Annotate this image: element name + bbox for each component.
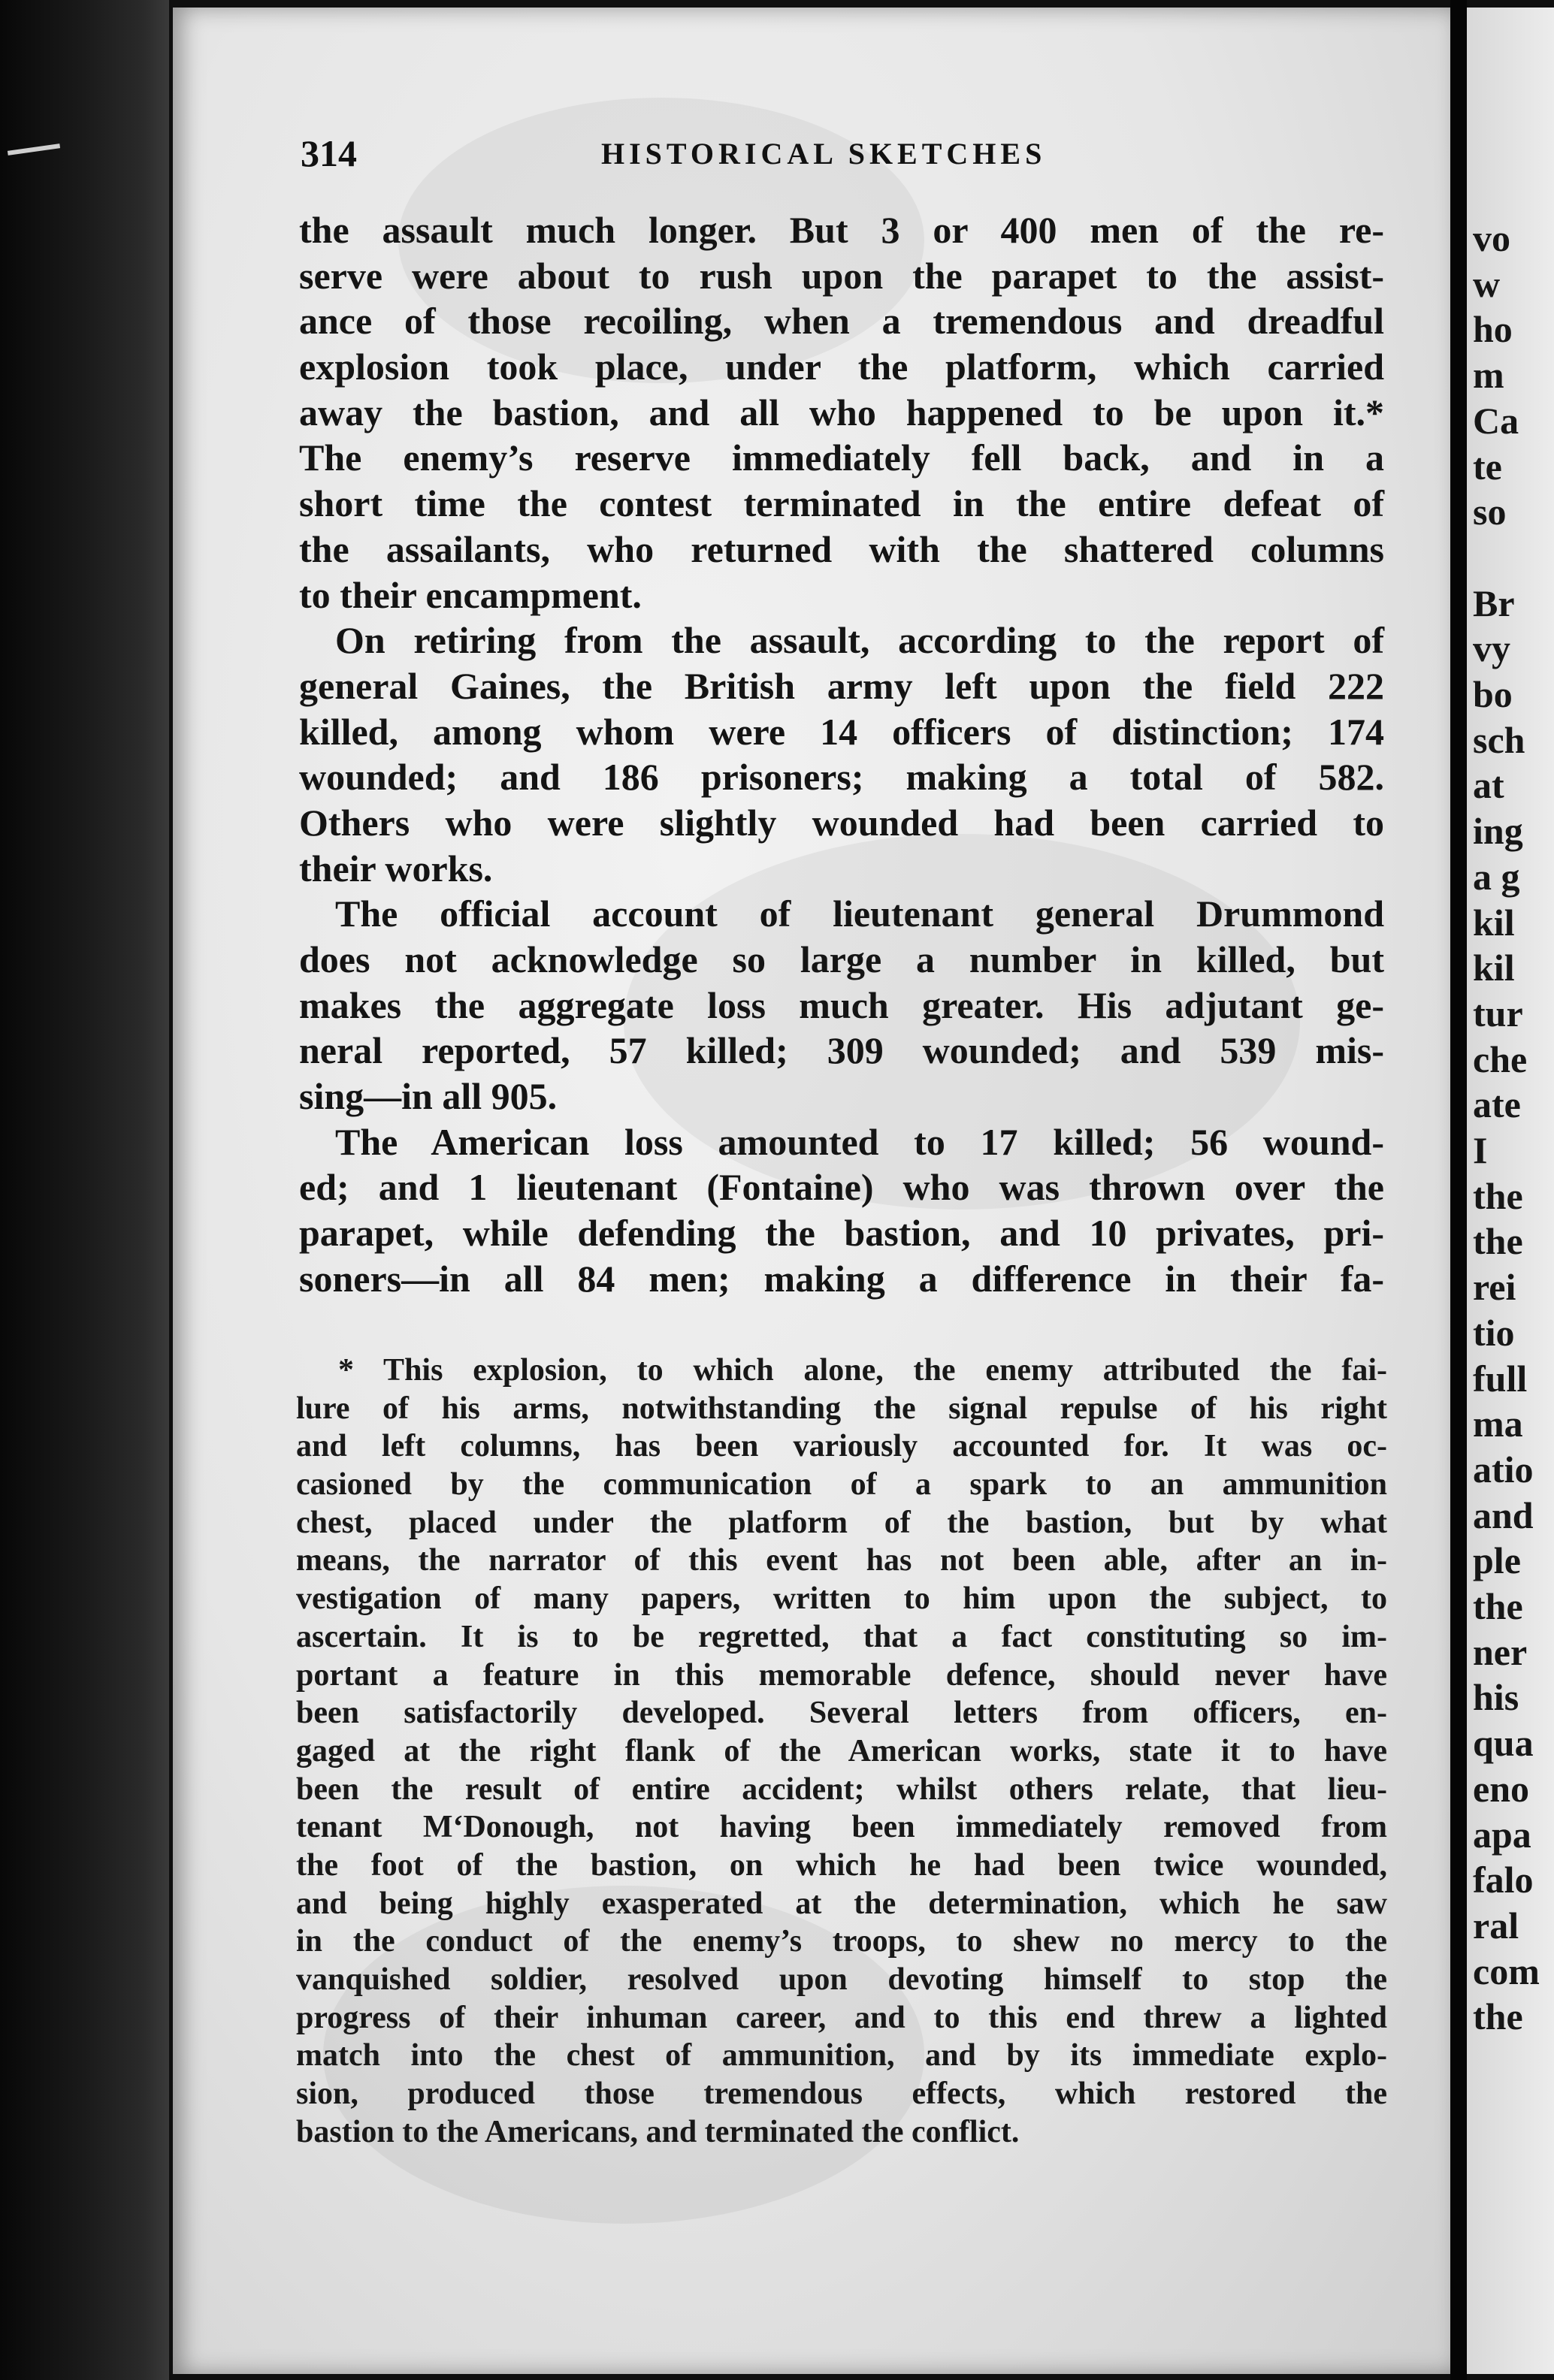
facing-page-fragment: tur — [1473, 992, 1523, 1034]
body-line: parapet, while defending the bastion, and 10 privates, pri- — [299, 1212, 1384, 1255]
body-line: does not acknowledge so large a number in killed, but — [299, 938, 1384, 980]
facing-page-fragment: I — [1473, 1129, 1488, 1171]
body-line: killed, among whom were 14 officers of distinction; 174 — [299, 710, 1384, 753]
body-line: ed; and 1 lieutenant (Fontaine) who was thrown over the — [299, 1166, 1384, 1209]
body-line: The American loss amounted to 17 killed; 56 wound- — [335, 1120, 1384, 1163]
body-line: the assailants, who returned with the shattered columns — [299, 527, 1384, 570]
footnote-line: and being highly exasperated at the determination, which he saw — [296, 1886, 1387, 1921]
body-line: soners—in all 84 men; making a difference in their fa- — [299, 1257, 1384, 1300]
facing-page-fragment: ho — [1473, 308, 1513, 351]
facing-page-fragment: te — [1473, 445, 1502, 488]
body-line: wounded; and 186 prisoners; making a total of 582. — [299, 756, 1384, 799]
footnote-line: match into the chest of ammunition, and by its immediate explo- — [296, 2038, 1387, 2073]
facing-page-fragment: bo — [1473, 673, 1513, 715]
body-line: The enemy’s reserve immediately fell back, and in a — [299, 436, 1384, 479]
facing-page-fragment: qua — [1473, 1722, 1534, 1765]
facing-page-fragment: the — [1473, 1174, 1523, 1217]
body-line: general Gaines, the British army left upon the field 222 — [299, 664, 1384, 707]
facing-page-edge — [1467, 8, 1554, 2374]
facing-page-fragment: ner — [1473, 1630, 1528, 1673]
facing-page-fragment: falo — [1473, 1859, 1534, 1901]
body-line: The official account of lieutenant general Drummond — [335, 892, 1384, 935]
facing-page-fragment: atio — [1473, 1448, 1534, 1491]
facing-page-fragment: vy — [1473, 627, 1510, 670]
facing-page-fragment: m — [1473, 354, 1504, 397]
body-line: the assault much longer. But 3 or 400 men of the re- — [299, 209, 1384, 251]
footnote-line: sion, produced those tremendous effects, which restored the — [296, 2076, 1387, 2112]
footnote-line: casioned by the communication of a spark to an ammunition — [296, 1467, 1387, 1503]
facing-page-fragment: full — [1473, 1357, 1528, 1400]
footnote-line: been the result of entire accident; whilst others relate, that lieu- — [296, 1771, 1387, 1807]
facing-page-fragment: vo — [1473, 217, 1510, 259]
body-line: ance of those recoiling, when a tremendous and dreadful — [299, 300, 1384, 343]
body-line: neral reported, 57 killed; 309 wounded; and 539 mis- — [299, 1029, 1384, 1072]
page-number: 314 — [301, 132, 357, 174]
margin-mark — [8, 143, 60, 156]
facing-page-fragment: the — [1473, 1220, 1523, 1263]
facing-page-fragment: a g — [1473, 855, 1520, 898]
facing-page-fragment: eno — [1473, 1767, 1529, 1810]
body-line: away the bastion, and all who happened to be upon it.* — [299, 391, 1384, 433]
footnote-line: progress of their inhuman career, and to this end threw a lighted — [296, 2000, 1387, 2035]
facing-page-fragment: Ca — [1473, 399, 1519, 442]
body-line: to their encampment. — [299, 573, 642, 616]
facing-page-fragment: so — [1473, 491, 1507, 533]
footnote-line: the foot of the bastion, on which he had been twice wounded, — [296, 1847, 1387, 1883]
page-header — [301, 131, 1383, 184]
body-line: serve were about to rush upon the parapet to the assist- — [299, 254, 1384, 297]
footnote-line: lure of his arms, notwithstanding the signal repulse of his right — [296, 1391, 1387, 1426]
facing-page-fragment: his — [1473, 1676, 1519, 1719]
facing-page-fragment: the — [1473, 1995, 1523, 2038]
body-line: sing—in all 905. — [299, 1075, 558, 1118]
footnote-line: bastion to the Americans, and terminated the conflict. — [296, 2114, 1020, 2149]
footnote-line: ascertain. It is to be regretted, that a fact constituting so im- — [296, 1619, 1387, 1654]
facing-page-fragment: and — [1473, 1494, 1534, 1536]
facing-page-fragment: ral — [1473, 1904, 1519, 1947]
footnote-line: been satisfactorily developed. Several letters from officers, en- — [296, 1696, 1387, 1731]
footnote — [296, 1352, 1387, 2151]
body-line: On retiring from the assault, according to the report of — [335, 619, 1384, 662]
body-line: Others who were slightly wounded had been carried to — [299, 801, 1384, 844]
footnote-line: in the conduct of the enemy’s troops, to shew no mercy to the — [296, 1924, 1387, 1959]
body-line: makes the aggregate loss much greater. His adjutant ge- — [299, 983, 1384, 1026]
footnote-line: * This explosion, to which alone, the enemy attributed the fai- — [338, 1353, 1387, 1388]
facing-page-fragment: ple — [1473, 1539, 1521, 1582]
facing-page-fragment: che — [1473, 1037, 1528, 1080]
facing-page-fragment: the — [1473, 1585, 1523, 1627]
facing-page-fragment: ma — [1473, 1403, 1523, 1445]
body-line: short time the contest terminated in the entire defeat of — [299, 482, 1384, 525]
facing-page-fragment: ate — [1473, 1083, 1521, 1126]
facing-page-fragment: sch — [1473, 718, 1525, 761]
facing-page-fragment: apa — [1473, 1813, 1531, 1856]
facing-page-fragment: rei — [1473, 1266, 1516, 1309]
body-text — [299, 207, 1384, 1302]
facing-page-fragment: at — [1473, 764, 1504, 807]
scan-left-margin — [0, 0, 169, 2380]
facing-page-fragment: tio — [1473, 1311, 1515, 1354]
facing-page-fragment: ing — [1473, 810, 1523, 853]
footnote-line: vestigation of many papers, written to him upon the subject, to — [296, 1581, 1387, 1617]
footnote-line: tenant M‘Donough, not having been immediately removed from — [296, 1810, 1387, 1845]
footnote-line: gaged at the right flank of the American works, state it to have — [296, 1733, 1387, 1768]
body-line: their works. — [299, 847, 493, 889]
facing-page-fragment: w — [1473, 262, 1501, 305]
footnote-line: portant a feature in this memorable defence, should never have — [296, 1657, 1387, 1693]
footnote-line: chest, placed under the platform of the bastion, but by what — [296, 1505, 1387, 1540]
facing-page-fragment: kil — [1473, 901, 1515, 944]
facing-page-fragment: kil — [1473, 947, 1515, 989]
footnote-line: means, the narrator of this event has not been able, after an in- — [296, 1543, 1387, 1578]
footnote-line: vanquished soldier, resolved upon devoting himself to stop the — [296, 1962, 1387, 1997]
facing-page-fragment: com — [1473, 1950, 1540, 1992]
running-head: HISTORICAL SKETCHES — [601, 137, 1047, 171]
body-line: explosion took place, under the platform, which carried — [299, 346, 1384, 388]
facing-page-fragment: Br — [1473, 581, 1515, 624]
footnote-line: and left columns, has been variously accounted for. It was oc- — [296, 1429, 1387, 1464]
book-gutter — [1450, 0, 1467, 2380]
